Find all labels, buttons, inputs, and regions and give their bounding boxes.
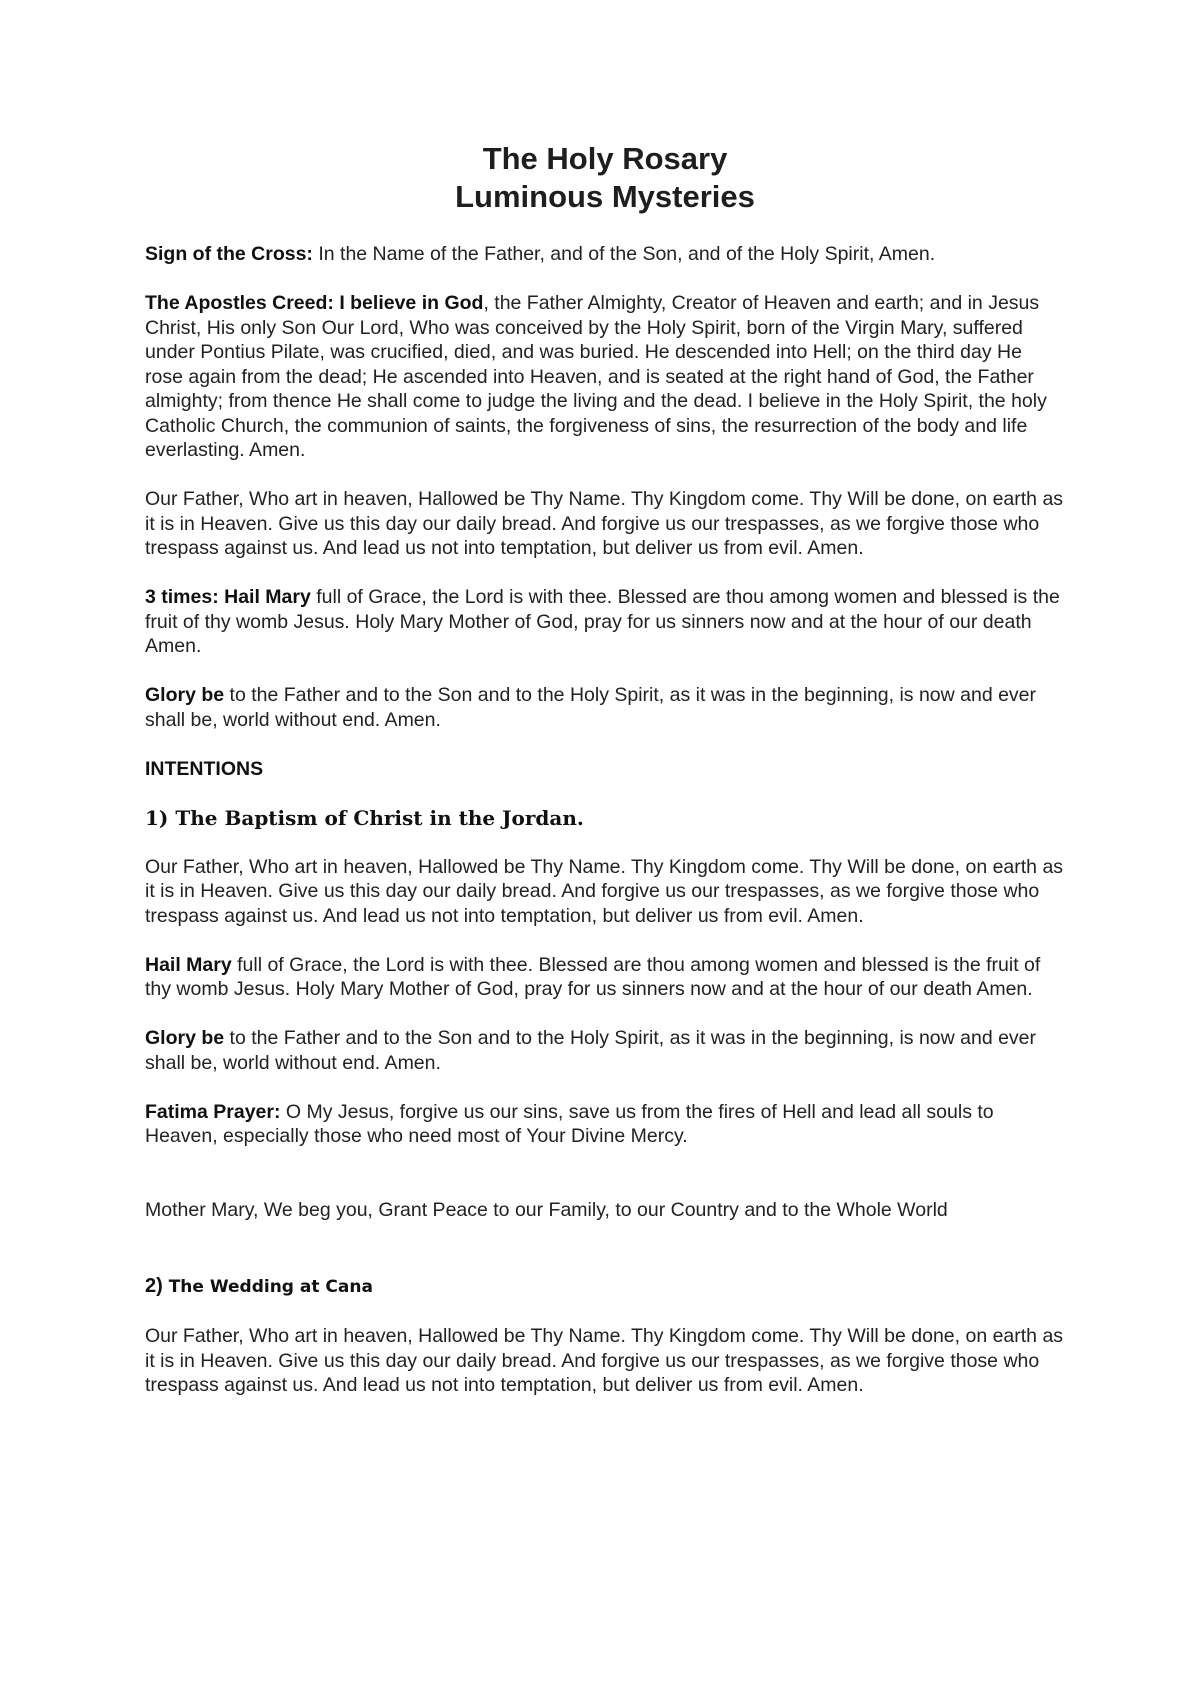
hail-mary-label: Hail Mary	[145, 953, 232, 976]
glory-be-paragraph-1	[145, 683, 1065, 732]
sign-of-cross-paragraph	[145, 242, 1065, 267]
our-father-text-1: Who art in heaven, Hallowed be Thy Name. Thy Kingdom come. Thy Will be done, on earth as it is in Heaven. Give us this day our daily bread. And forgive us our trespasses, as we forgive those who trespass against us. And lead us not into temptation, but deliver us from evil. Amen.	[145, 488, 1064, 559]
glory-be-label-2: Glory be	[145, 1027, 225, 1049]
hail-mary-paragraph	[145, 953, 1065, 1002]
fatima-prayer-text: O My Jesus, forgive us our sins, save us from the fires of Hell and lead all souls to Heaven, especially those who need most of Your Divine Mercy.	[145, 1100, 994, 1147]
our-father-label-2: Our Father,	[145, 855, 244, 878]
our-father-label-1: Our Father,	[145, 488, 244, 510]
our-father-text-2: Who art in heaven, Hallowed be Thy Name. Thy Kingdom come. Thy Will be done, on earth as it is in Heaven. Give us this day our daily bread. And forgive us our trespasses, as we forgive those who trespass against us. And lead us not into temptation, but deliver us from evil. Amen.	[145, 855, 1064, 927]
hail-mary-3-label: 3 times: Hail Mary	[145, 586, 311, 608]
apostles-creed-text: , the Father Almighty, Creator of Heaven and earth; and in Jesus Christ, His only Son Our Lord, Who was conceived by the Holy Spirit, born of the Virgin Mary, suffered under Pontius Pilate, was crucified, died, and was buried. He descended into Hell; on the third day He rose again from the dead; He ascended into Heaven, and is seated at the right hand of God, the Father almighty; from thence He shall come to judge the living and the dead. I believe in the Holy Spirit, the holy Catholic Church, the communion of saints, the forgiveness of sins, the resurrection of the body and life everlasting. Amen.	[145, 292, 1047, 461]
mystery-2-heading	[145, 1274, 1065, 1300]
glory-be-paragraph-2	[145, 1026, 1065, 1075]
mystery-2-title: The Wedding at Cana	[162, 1277, 373, 1297]
our-father-paragraph-1	[145, 487, 1065, 561]
glory-be-label-1: Glory be	[145, 684, 225, 706]
glory-be-text-1: to the Father and to the Son and to the Holy Spirit, as it was in the beginning, is now and ever shall be, world without end. Amen.	[145, 684, 1037, 731]
document-page	[145, 140, 1065, 1422]
mystery-2-number: 2)	[145, 1275, 163, 1297]
title-line-2: Luminous Mysteries	[455, 179, 755, 214]
our-father-paragraph-3	[145, 1324, 1065, 1398]
our-father-text-3: Who art in heaven, Hallowed be Thy Name. Thy Kingdom come. Thy Will be done, on earth as it is in Heaven. Give us this day our daily bread. And forgive us our trespasses, as we forgive those who trespass against us. And lead us not into temptation, but deliver us from evil. Amen.	[145, 1325, 1064, 1396]
our-father-paragraph-2	[145, 855, 1065, 929]
document-title	[145, 140, 1065, 216]
fatima-prayer-paragraph	[145, 1100, 1065, 1149]
intentions-heading: INTENTIONS	[145, 757, 264, 780]
apostles-creed-label: The Apostles Creed: I believe in God	[145, 292, 484, 314]
title-line-1: The Holy Rosary	[482, 141, 728, 176]
sign-of-cross-label: Sign of the Cross:	[145, 243, 313, 265]
hail-mary-text: full of Grace, the Lord is with thee. Blessed are thou among women and blessed is the fruit of thy womb Jesus. Holy Mary Mother of God, pray for us sinners now and at the hour of our death Amen.	[145, 953, 1041, 1000]
sign-of-cross-text: In the Name of the Father, and of the Son, and of the Holy Spirit, Amen.	[312, 243, 936, 265]
apostles-creed-paragraph	[145, 291, 1065, 463]
our-father-label-3: Our Father,	[145, 1325, 244, 1347]
mother-mary-paragraph: Mother Mary, We beg you, Grant Peace to our Family, to our Country and to the Whole World	[145, 1198, 948, 1221]
glory-be-text-2: to the Father and to the Son and to the Holy Spirit, as it was in the beginning, is now and ever shall be, world without end. Amen.	[145, 1027, 1037, 1074]
hail-mary-3-text: full of Grace, the Lord is with thee. Blessed are thou among women and blessed is the fruit of thy womb Jesus. Holy Mary Mother of God, pray for us sinners now and at the hour of our death Amen.	[145, 586, 1060, 657]
mystery-1-heading: 1) The Baptism of Christ in the Jordan.	[145, 805, 584, 830]
fatima-prayer-label: Fatima Prayer:	[145, 1100, 281, 1123]
hail-mary-3-paragraph	[145, 585, 1065, 659]
